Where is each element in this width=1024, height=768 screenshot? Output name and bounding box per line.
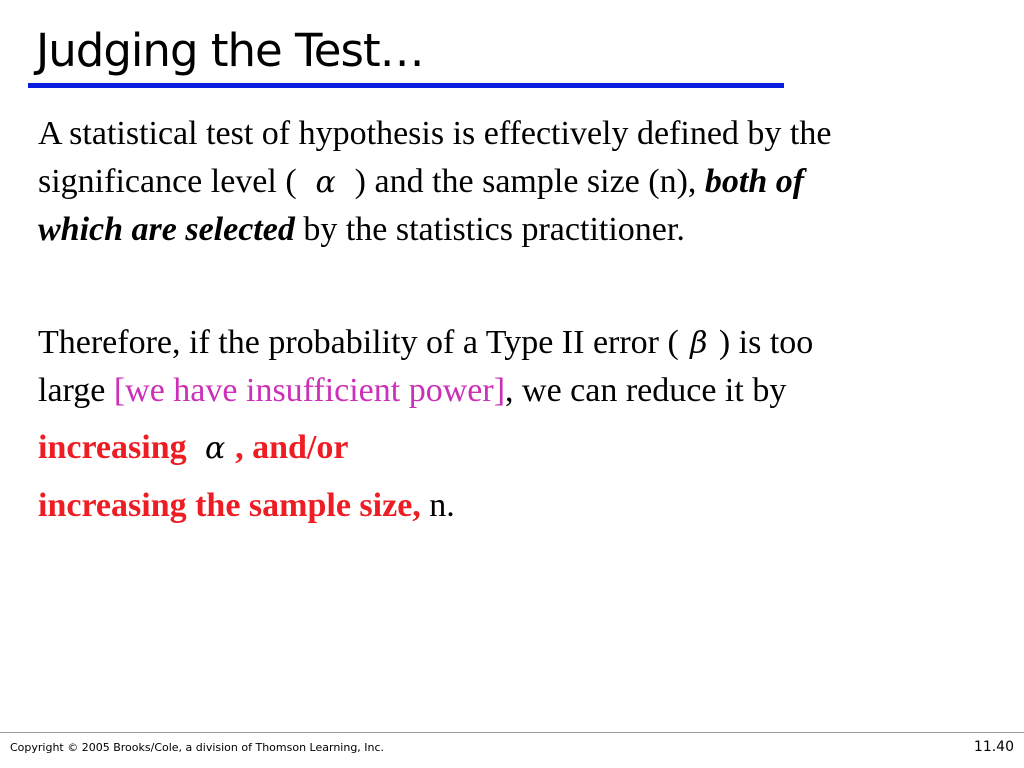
title-underline (28, 83, 784, 88)
text-segment: ) and the sample size (n), (354, 163, 697, 200)
paragraph-significance-line-2 (38, 158, 831, 206)
emphasis-text: both of (704, 163, 805, 200)
alpha-symbol: α (204, 431, 226, 466)
text-segment: large (38, 372, 106, 409)
text-segment: A statistical test of hypothesis is effectively defined by the (38, 115, 832, 152)
alpha-symbol: α (315, 165, 336, 200)
text-segment: by the statistics practitioner. (303, 211, 685, 248)
paragraph-significance-line-3 (38, 206, 831, 254)
remedy-text: increasing the sample size, (38, 487, 421, 524)
footer-divider (0, 732, 1024, 733)
text-segment: Therefore, if the probability of a Type II error ( (38, 324, 679, 361)
remedy-text: , and/or (235, 429, 349, 466)
slide-number: 11.40 (973, 739, 1014, 755)
text-segment: , we can reduce it by (505, 372, 787, 409)
slide-title: Judging the Test… (36, 24, 424, 77)
insufficient-power-note: [we have insufficient power] (113, 372, 506, 409)
paragraph-type-ii-line-2 (38, 367, 813, 415)
beta-symbol: β (690, 326, 708, 361)
remedy-text: increasing (38, 429, 187, 466)
copyright-notice: Copyright © 2005 Brooks/Cole, a division of Thomson Learning, Inc. (10, 741, 385, 754)
paragraph-type-ii-error (38, 319, 813, 415)
text-segment: n. (429, 487, 455, 524)
text-segment: significance level ( (38, 163, 297, 200)
remedy-increase-alpha (38, 424, 348, 473)
text-segment: ) is too (718, 324, 814, 361)
emphasis-text: which are selected (38, 211, 295, 248)
paragraph-significance (38, 110, 831, 254)
remedy-increase-sample-size (38, 482, 455, 530)
paragraph-type-ii-line-1 (38, 319, 813, 367)
paragraph-significance-line-1 (38, 110, 831, 158)
